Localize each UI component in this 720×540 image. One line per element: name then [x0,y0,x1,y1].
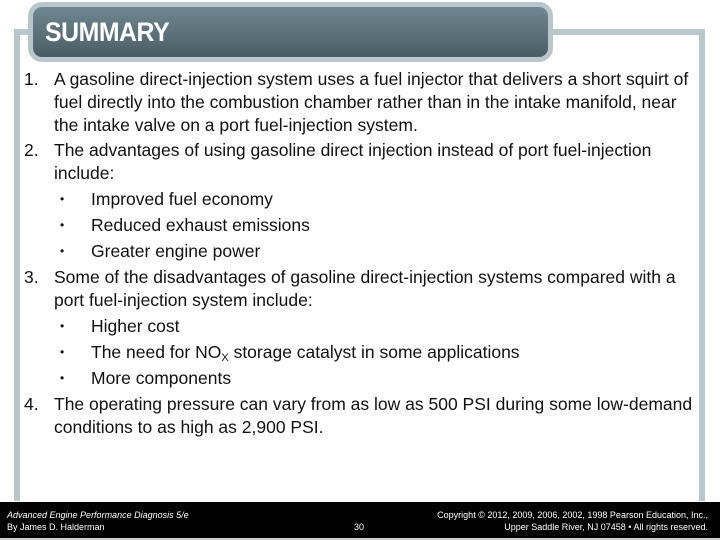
book-title: Advanced Engine Performance Diagnosis 5/e [7,510,189,520]
list-item [24,139,694,185]
item-number: 3. [24,267,39,287]
item-text: Some of the disadvantages of gasoline direct-injection systems compared with a port fuel-injection system include: [54,267,676,310]
bullet-icon: • [60,371,65,385]
nox-text-after: storage catalyst in some applications [228,342,520,362]
sub-item-text: Improved fuel economy [91,189,273,209]
page-number: 30 [354,522,365,532]
item-text: A gasoline direct-injection system uses a fuel injector that delivers a short squirt of fuel directly into the combustion chamber rather than in the intake manifold, near the intake valve on a port fuel-injection system. [54,69,689,135]
sub-list-item [24,367,694,390]
copyright-line-2: Upper Saddle River, NJ 07458 • All rights reserved. [504,522,708,532]
sub-item-text [91,342,520,362]
item-number: 4. [24,394,39,414]
bullet-icon: • [60,244,65,258]
sub-list-item [24,315,694,338]
nox-text-before: The need for NO [91,342,222,362]
author: By James D. Halderman [7,522,105,532]
summary-list [24,68,694,441]
sub-list-item [24,240,694,263]
bullet-icon: • [60,218,65,232]
list-item [24,266,694,312]
item-number: 2. [24,140,39,160]
nox-subscript: X [221,352,229,364]
sub-list-item [24,341,694,364]
copyright-line-1: Copyright © 2012, 2009, 2006, 2002, 1998 Pearson Education, Inc., [437,510,708,520]
list-item [24,68,694,137]
bullet-icon: • [60,345,65,359]
item-number: 1. [24,69,39,89]
item-text: The advantages of using gasoline direct injection instead of port fuel-injection include: [54,140,652,183]
list-item [24,393,694,439]
item-text: The operating pressure can vary from as low as 500 PSI during some low-demand conditions to as high as 2,900 PSI. [54,394,693,437]
sub-item-text: Greater engine power [91,241,261,261]
copyright [437,509,708,533]
title-banner [28,2,553,62]
bullet-icon: • [60,319,65,333]
sub-list-item [24,188,694,211]
slide-title: SUMMARY [45,17,170,47]
sub-item-text: Higher cost [91,316,180,336]
slide-footer [0,502,720,538]
bullet-icon: • [60,192,65,206]
sub-list-item [24,214,694,237]
sub-item-text: More components [91,368,232,388]
sub-item-text: Reduced exhaust emissions [91,215,310,235]
footer-credits [7,509,189,533]
